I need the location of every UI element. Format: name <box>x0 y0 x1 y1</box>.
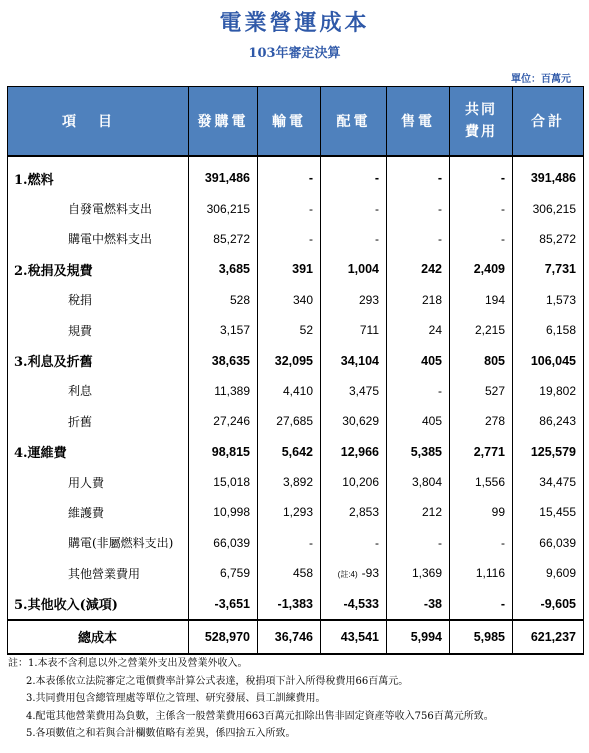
table-cell: 32,095 <box>258 345 321 375</box>
table-cell: - <box>387 224 450 254</box>
table-cell: 85,272 <box>513 224 584 254</box>
table-row <box>8 285 584 315</box>
footnote-4: 4.配電其他營業費用為負數，主係含一般營業費用663百萬元扣除出售非固定資產等收入756百萬元所致。 <box>26 710 494 722</box>
table-cell: 340 <box>258 285 321 315</box>
footnote-3: 3.共同費用包含總管理處等單位之管理、研究發展、員工訓練費用。 <box>26 693 326 705</box>
table-cell: 805 <box>450 345 513 375</box>
table-cell: 106,045 <box>513 345 584 375</box>
header-generation: 發購電 <box>189 87 258 157</box>
table-cell: 1,573 <box>513 285 584 315</box>
table-cell: 528 <box>189 285 258 315</box>
table-cell: 242 <box>387 254 450 284</box>
table-cell: 10,206 <box>321 467 387 497</box>
row-label: 其他營業費用 <box>8 558 189 588</box>
table-row <box>8 376 584 406</box>
total-cell: 5,994 <box>387 620 450 654</box>
table-cell: 125,579 <box>513 437 584 467</box>
table-cell: -4,533 <box>321 588 387 619</box>
table-cell: 2,853 <box>321 497 387 527</box>
category-row <box>8 254 584 284</box>
table-cell: 34,475 <box>513 467 584 497</box>
table-body <box>8 156 584 654</box>
table-cell: 218 <box>387 285 450 315</box>
table-cell: 3,892 <box>258 467 321 497</box>
table-cell: - <box>321 224 387 254</box>
header-common-expense-label: 共同費用 <box>465 102 497 140</box>
row-label: 用人費 <box>8 467 189 497</box>
table-row <box>8 315 584 345</box>
footnote-2: 2.本表係依立法院審定之電價費率計算公式表達，稅捐項下計入所得稅費用66百萬元。 <box>26 675 409 687</box>
total-cell: 43,541 <box>321 620 387 654</box>
table-cell: 306,215 <box>189 193 258 223</box>
table-cell: 66,039 <box>189 528 258 558</box>
table-row <box>8 224 584 254</box>
table-cell: - <box>387 156 450 193</box>
table-cell: 212 <box>387 497 450 527</box>
table-cell: 4,410 <box>258 376 321 406</box>
table-cell: 2,215 <box>450 315 513 345</box>
table-row <box>8 193 584 223</box>
table-cell: 2,771 <box>450 437 513 467</box>
table-cell: 6,759 <box>189 558 258 588</box>
table-cell: - <box>321 193 387 223</box>
table-cell: 66,039 <box>513 528 584 558</box>
table-cell: - <box>258 224 321 254</box>
table-cell: - <box>450 528 513 558</box>
header-row <box>8 87 584 157</box>
table-cell: 391,486 <box>189 156 258 193</box>
table-cell: - <box>321 528 387 558</box>
table-cell: 15,018 <box>189 467 258 497</box>
table-cell: 5,642 <box>258 437 321 467</box>
table-cell: 1,116 <box>450 558 513 588</box>
total-cell: 528,970 <box>189 620 258 654</box>
table-cell: 1,004 <box>321 254 387 284</box>
cell-value: -93 <box>361 566 379 581</box>
footnote-5: 5.各項數值之和若與合計欄數值略有差異，係四捨五入所致。 <box>26 728 296 740</box>
table-cell: -3,651 <box>189 588 258 619</box>
table-cell: 3,685 <box>189 254 258 284</box>
table-cell: 6,158 <box>513 315 584 345</box>
table-cell: 3,157 <box>189 315 258 345</box>
table-cell: 27,685 <box>258 406 321 436</box>
row-label: 維護費 <box>8 497 189 527</box>
table-cell: - <box>321 156 387 193</box>
table-cell: 293 <box>321 285 387 315</box>
header-total: 合計 <box>513 87 584 157</box>
row-label: 4.運維費 <box>8 437 189 467</box>
row-label: 規費 <box>8 315 189 345</box>
table-cell: 405 <box>387 345 450 375</box>
table-cell: 1,293 <box>258 497 321 527</box>
table-cell: 52 <box>258 315 321 345</box>
header-sales: 售電 <box>387 87 450 157</box>
footnotes <box>8 655 583 743</box>
table-row <box>8 467 584 497</box>
table-cell: 527 <box>450 376 513 406</box>
total-row <box>8 620 584 654</box>
table-cell: -1,383 <box>258 588 321 619</box>
table-cell: 19,802 <box>513 376 584 406</box>
table-cell: 30,629 <box>321 406 387 436</box>
table-cell: 98,815 <box>189 437 258 467</box>
total-cell: 621,237 <box>513 620 584 654</box>
table-cell: 5,385 <box>387 437 450 467</box>
table-cell: 194 <box>450 285 513 315</box>
table-row <box>8 497 584 527</box>
table-cell: - <box>387 528 450 558</box>
table-cell: -38 <box>387 588 450 619</box>
table-cell: 34,104 <box>321 345 387 375</box>
table-row <box>8 558 584 588</box>
row-label: 購電中燃料支出 <box>8 224 189 254</box>
table-cell: 391 <box>258 254 321 284</box>
row-label: 3.利息及折舊 <box>8 345 189 375</box>
table-cell: - <box>387 376 450 406</box>
table-cell: - <box>258 156 321 193</box>
header-distribution: 配電 <box>321 87 387 157</box>
table-cell: - <box>258 528 321 558</box>
table-cell: 99 <box>450 497 513 527</box>
category-row <box>8 156 584 193</box>
row-label: 購電(非屬燃料支出) <box>8 528 189 558</box>
total-cell: 36,746 <box>258 620 321 654</box>
table-cell: 278 <box>450 406 513 436</box>
table-row <box>8 528 584 558</box>
table-cell: 38,635 <box>189 345 258 375</box>
row-label: 稅捐 <box>8 285 189 315</box>
table-cell: - <box>258 193 321 223</box>
table-cell: - <box>450 224 513 254</box>
row-label: 2.稅捐及規費 <box>8 254 189 284</box>
page-subtitle: 103年審定決算 <box>248 46 341 61</box>
table-cell: 711 <box>321 315 387 345</box>
table-cell: 2,409 <box>450 254 513 284</box>
table-cell: 306,215 <box>513 193 584 223</box>
table-cell: 405 <box>387 406 450 436</box>
unit-label: 單位：百萬元 <box>511 74 571 85</box>
header-item: 項目 <box>8 87 189 157</box>
table-cell: 85,272 <box>189 224 258 254</box>
table-cell: 3,475 <box>321 376 387 406</box>
table-cell: - <box>450 193 513 223</box>
cost-table <box>7 86 584 655</box>
header-common-expense <box>450 87 513 157</box>
table-cell: 458 <box>258 558 321 588</box>
row-label: 折舊 <box>8 406 189 436</box>
table-cell: 86,243 <box>513 406 584 436</box>
table-cell: 391,486 <box>513 156 584 193</box>
table-cell: 12,966 <box>321 437 387 467</box>
category-row <box>8 345 584 375</box>
table-cell: - <box>450 156 513 193</box>
row-label: 5.其他收入(減項) <box>8 588 189 619</box>
footnote-1: 註：1.本表不含利息以外之營業外支出及營業外收入。 <box>8 658 248 669</box>
table-cell: 15,455 <box>513 497 584 527</box>
table-cell: -9,605 <box>513 588 584 619</box>
table-cell: 9,609 <box>513 558 584 588</box>
table-row <box>8 406 584 436</box>
table-cell: - <box>387 193 450 223</box>
note-tag: (註:4) <box>337 570 358 580</box>
category-row <box>8 588 584 619</box>
header-transmission: 輸電 <box>258 87 321 157</box>
table-cell: - <box>450 588 513 619</box>
table-cell: 11,389 <box>189 376 258 406</box>
category-row <box>8 437 584 467</box>
table-cell: 24 <box>387 315 450 345</box>
row-label: 1.燃料 <box>8 156 189 193</box>
table-cell: 27,246 <box>189 406 258 436</box>
total-label: 總成本 <box>8 620 189 654</box>
table-cell <box>321 558 387 588</box>
table-cell: 1,556 <box>450 467 513 497</box>
table-cell: 7,731 <box>513 254 584 284</box>
total-cell: 5,985 <box>450 620 513 654</box>
table-cell: 1,369 <box>387 558 450 588</box>
table-cell: 10,998 <box>189 497 258 527</box>
page-title: 電業營運成本 <box>219 10 370 36</box>
row-label: 利息 <box>8 376 189 406</box>
row-label: 自發電燃料支出 <box>8 193 189 223</box>
table-cell: 3,804 <box>387 467 450 497</box>
